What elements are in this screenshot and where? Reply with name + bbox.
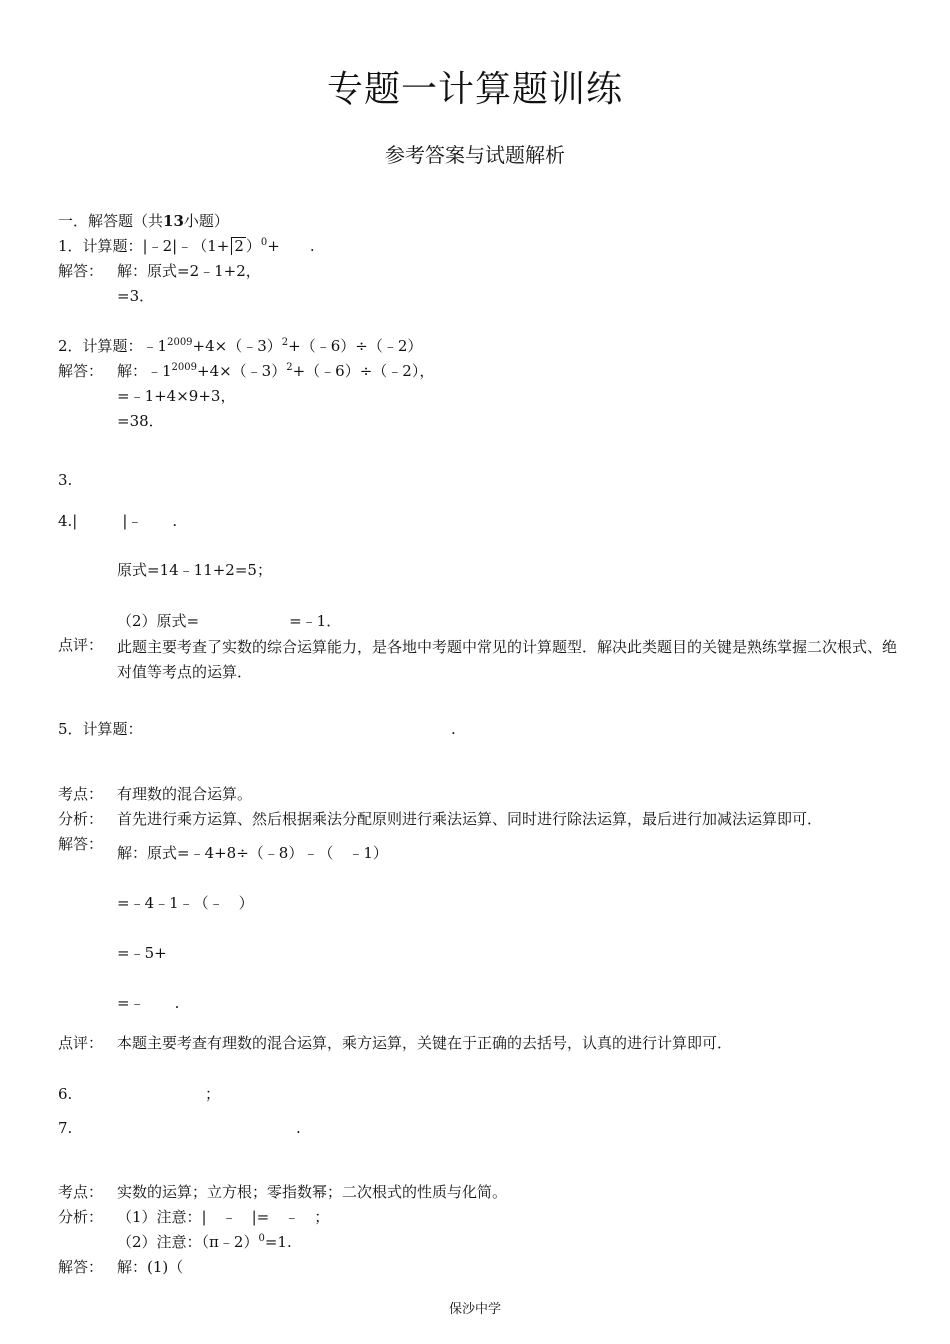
q5-answer-line: =﹣5+ [117,944,167,962]
sqrt-symbol: 2 [231,237,246,255]
q2-answer-label: 解答： [58,362,104,380]
q6-tail: ； [205,1085,221,1103]
q5-kaodian-label: 考点： [58,785,104,803]
q7-kaodian: 实数的运算；立方根；零指数幂；二次根式的性质与化简。 [117,1183,508,1201]
q5-comment: 本题主要考查有理数的混合运算，乘方运算，关键在于正确的去括号，认真的进行计算即可． [117,1034,733,1052]
q1-answer-label: 解答： [58,262,104,280]
q7-answer-line: 解：(1)（ [117,1258,184,1276]
q7-number: 7. [58,1119,73,1137]
q5-fenxi-label: 分析： [58,810,104,828]
section-header: 一．解答题（共13小题） [58,212,229,230]
q7-tail: . [296,1119,301,1137]
q1-answer-line: =3． [117,287,155,305]
q7-kaodian-label: 考点： [58,1183,104,1201]
q4-prompt: 4.| |﹣ . [58,512,178,530]
q5-fenxi: 首先进行乘方运算、然后根据乘法分配原则进行乘法运算、同时进行除法运算，最后进行加减法运算即可． [117,810,823,828]
q5-answer-label: 解答： [58,835,104,853]
q2-answer-line: =﹣1+4×9+3， [117,387,236,405]
q4-comment-label: 点评： [58,636,104,654]
q5-answer-line: =﹣4﹣1﹣（﹣ ） [117,894,254,912]
q1-answer-line: 解：原式=2﹣1+2， [117,262,261,280]
q4-answer-line: 原式=14﹣11+2=5； [117,561,272,579]
question-count: 13 [163,212,184,230]
q1-prompt: 1．计算题：|﹣2|﹣（1+ 2 ）$^0$+ . [58,237,315,255]
q5-comment-label: 点评： [58,1034,104,1052]
page-subtitle: 参考答案与试题解析 [385,143,565,167]
page-footer: 保沙中学 [448,1302,501,1317]
q7-answer-label: 解答： [58,1258,104,1276]
q5-kaodian: 有理数的混合运算。 [117,785,253,803]
page-title: 专题一计算题训练 [326,69,623,110]
q2-answer-line: 解：$﹣1^{2009}+4\times(﹣3)^2+(﹣6)\div(﹣2)$， [117,362,435,380]
q5-answer-line: 解：原式=﹣4+8÷（﹣8）﹣（ ﹣1） [117,844,388,862]
q4-answer-line: （2）原式= =﹣1． [117,612,342,630]
q5-answer-line: =﹣ . [117,994,180,1012]
q7-fenxi-line: （1）注意：| ﹣ |= ﹣ ； [117,1208,330,1226]
q2-prompt: 2．计算题：$﹣1^{2009}+4\times(﹣3)^2+(﹣6)\div(﹣2)$ [58,337,423,355]
q2-answer-line: =38． [117,412,164,430]
q6-number: 6. [58,1085,73,1103]
q7-fenxi-label: 分析： [58,1208,104,1226]
q5-prompt-tail: . [451,720,456,738]
q5-prompt: 5．计算题： [58,720,143,738]
q3-number: 3. [58,471,73,489]
q7-fenxi-line: （2）注意：（π﹣2）$^0$=1. [117,1233,292,1251]
q4-comment: 此题主要考查了实数的综合运算能力，是各地中考题中常见的计算题型．解决此类题目的关键是熟练掌握二次根式、绝对值等考点的运算． [117,638,898,681]
